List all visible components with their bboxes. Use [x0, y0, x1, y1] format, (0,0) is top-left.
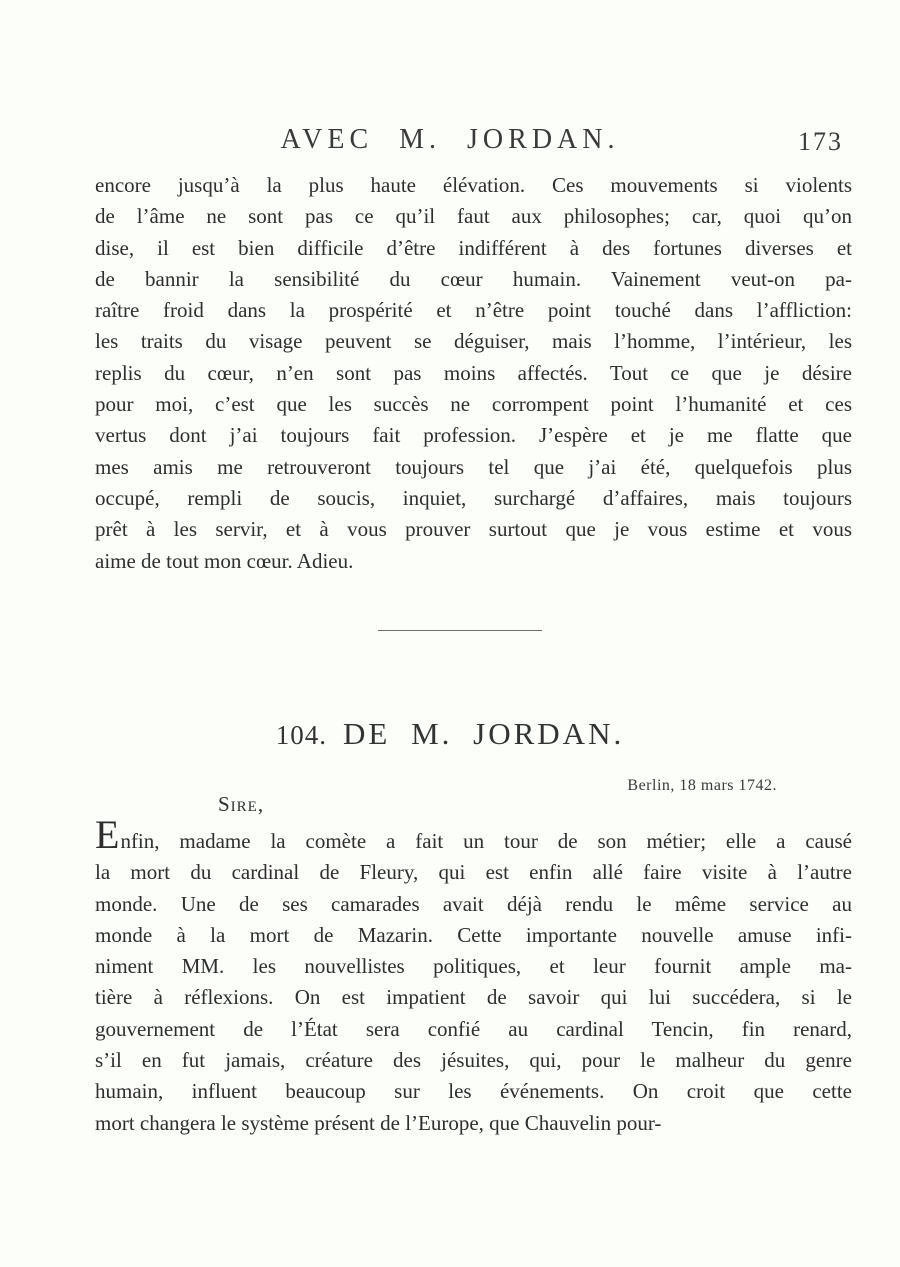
text-line: mes amis me retrouveront toujours tel que j’ai été, quelquefois plus [95, 454, 852, 479]
text-line: de bannir la sensibilité du cœur humain. Vainement veut-on pa- [95, 266, 852, 291]
page-number: 173 [798, 127, 843, 156]
text-line: humain, influent beaucoup sur les événements. On croit que cette [95, 1079, 852, 1104]
text-line: de l’âme ne sont pas ce qu’il faut aux philosophes; car, quoi qu’on [95, 204, 852, 229]
text-line: dise, il est bien difficile d’être indifférent à des fortunes diverses et [95, 235, 852, 260]
text-line: pour moi, c’est que les succès ne corrompent point l’humanité et ces [95, 392, 852, 417]
text-line: niment MM. les nouvellistes politiques, et leur fournit ample ma- [95, 954, 852, 979]
text-line: mort changera le système présent de l’Europe, que Chauvelin pour- [95, 1110, 662, 1135]
letter-number: 104. [275, 720, 328, 750]
text-line: aime de tout mon cœur. Adieu. [95, 548, 354, 573]
running-header-title: AVEC M. JORDAN. [280, 124, 620, 155]
text-line: replis du cœur, n’en sont pas moins affectés. Tout ce que je désire [95, 360, 852, 385]
letter-dateline: Berlin, 18 mars 1742. [627, 777, 777, 794]
text-line: raître froid dans la prospérité et n’être point touché dans l’affliction: [95, 298, 852, 323]
text-line: monde à la mort de Mazarin. Cette importante nouvelle amuse infi- [95, 922, 852, 947]
text-line: prêt à les servir, et à vous prouver surtout que je vous estime et vous [95, 517, 852, 542]
letter-salutation: Sire, [218, 792, 265, 816]
text-line: monde. Une de ses camarades avait déjà rendu le même service au [95, 891, 852, 916]
text-line: occupé, rempli de soucis, inquiet, surchargé d’affaires, mais toujours [95, 485, 852, 510]
text-line: encore jusqu’à la plus haute élévation. Ces mouvements si violents [95, 173, 852, 197]
letter-title: DE M. JORDAN. [343, 716, 625, 751]
text-line: s’il en fut jamais, créature des jésuites, qui, pour le malheur du genre [95, 1048, 852, 1073]
initial-capital: E [95, 812, 121, 857]
letter-heading [0, 716, 900, 752]
previous-letter-closing-paragraph [95, 170, 852, 577]
text-line: vertus dont j’ai toujours fait profession. J’espère et je me flatte que [95, 423, 852, 448]
section-divider [378, 630, 542, 631]
text-line: tière à réflexions. On est impatient de savoir qui lui succédera, si le [95, 985, 852, 1010]
letter-body-paragraph [95, 812, 852, 1139]
text-line: gouvernement de l’État sera confié au cardinal Tencin, fin renard, [95, 1016, 852, 1041]
text-line: Enfin, madame la comète a fait un tour de son métier; elle a causé [95, 812, 852, 857]
text-line: les traits du visage peuvent se déguiser, mais l’homme, l’intérieur, les [95, 329, 852, 354]
text-line: la mort du cardinal de Fleury, qui est enfin allé faire visite à l’autre [95, 860, 852, 885]
